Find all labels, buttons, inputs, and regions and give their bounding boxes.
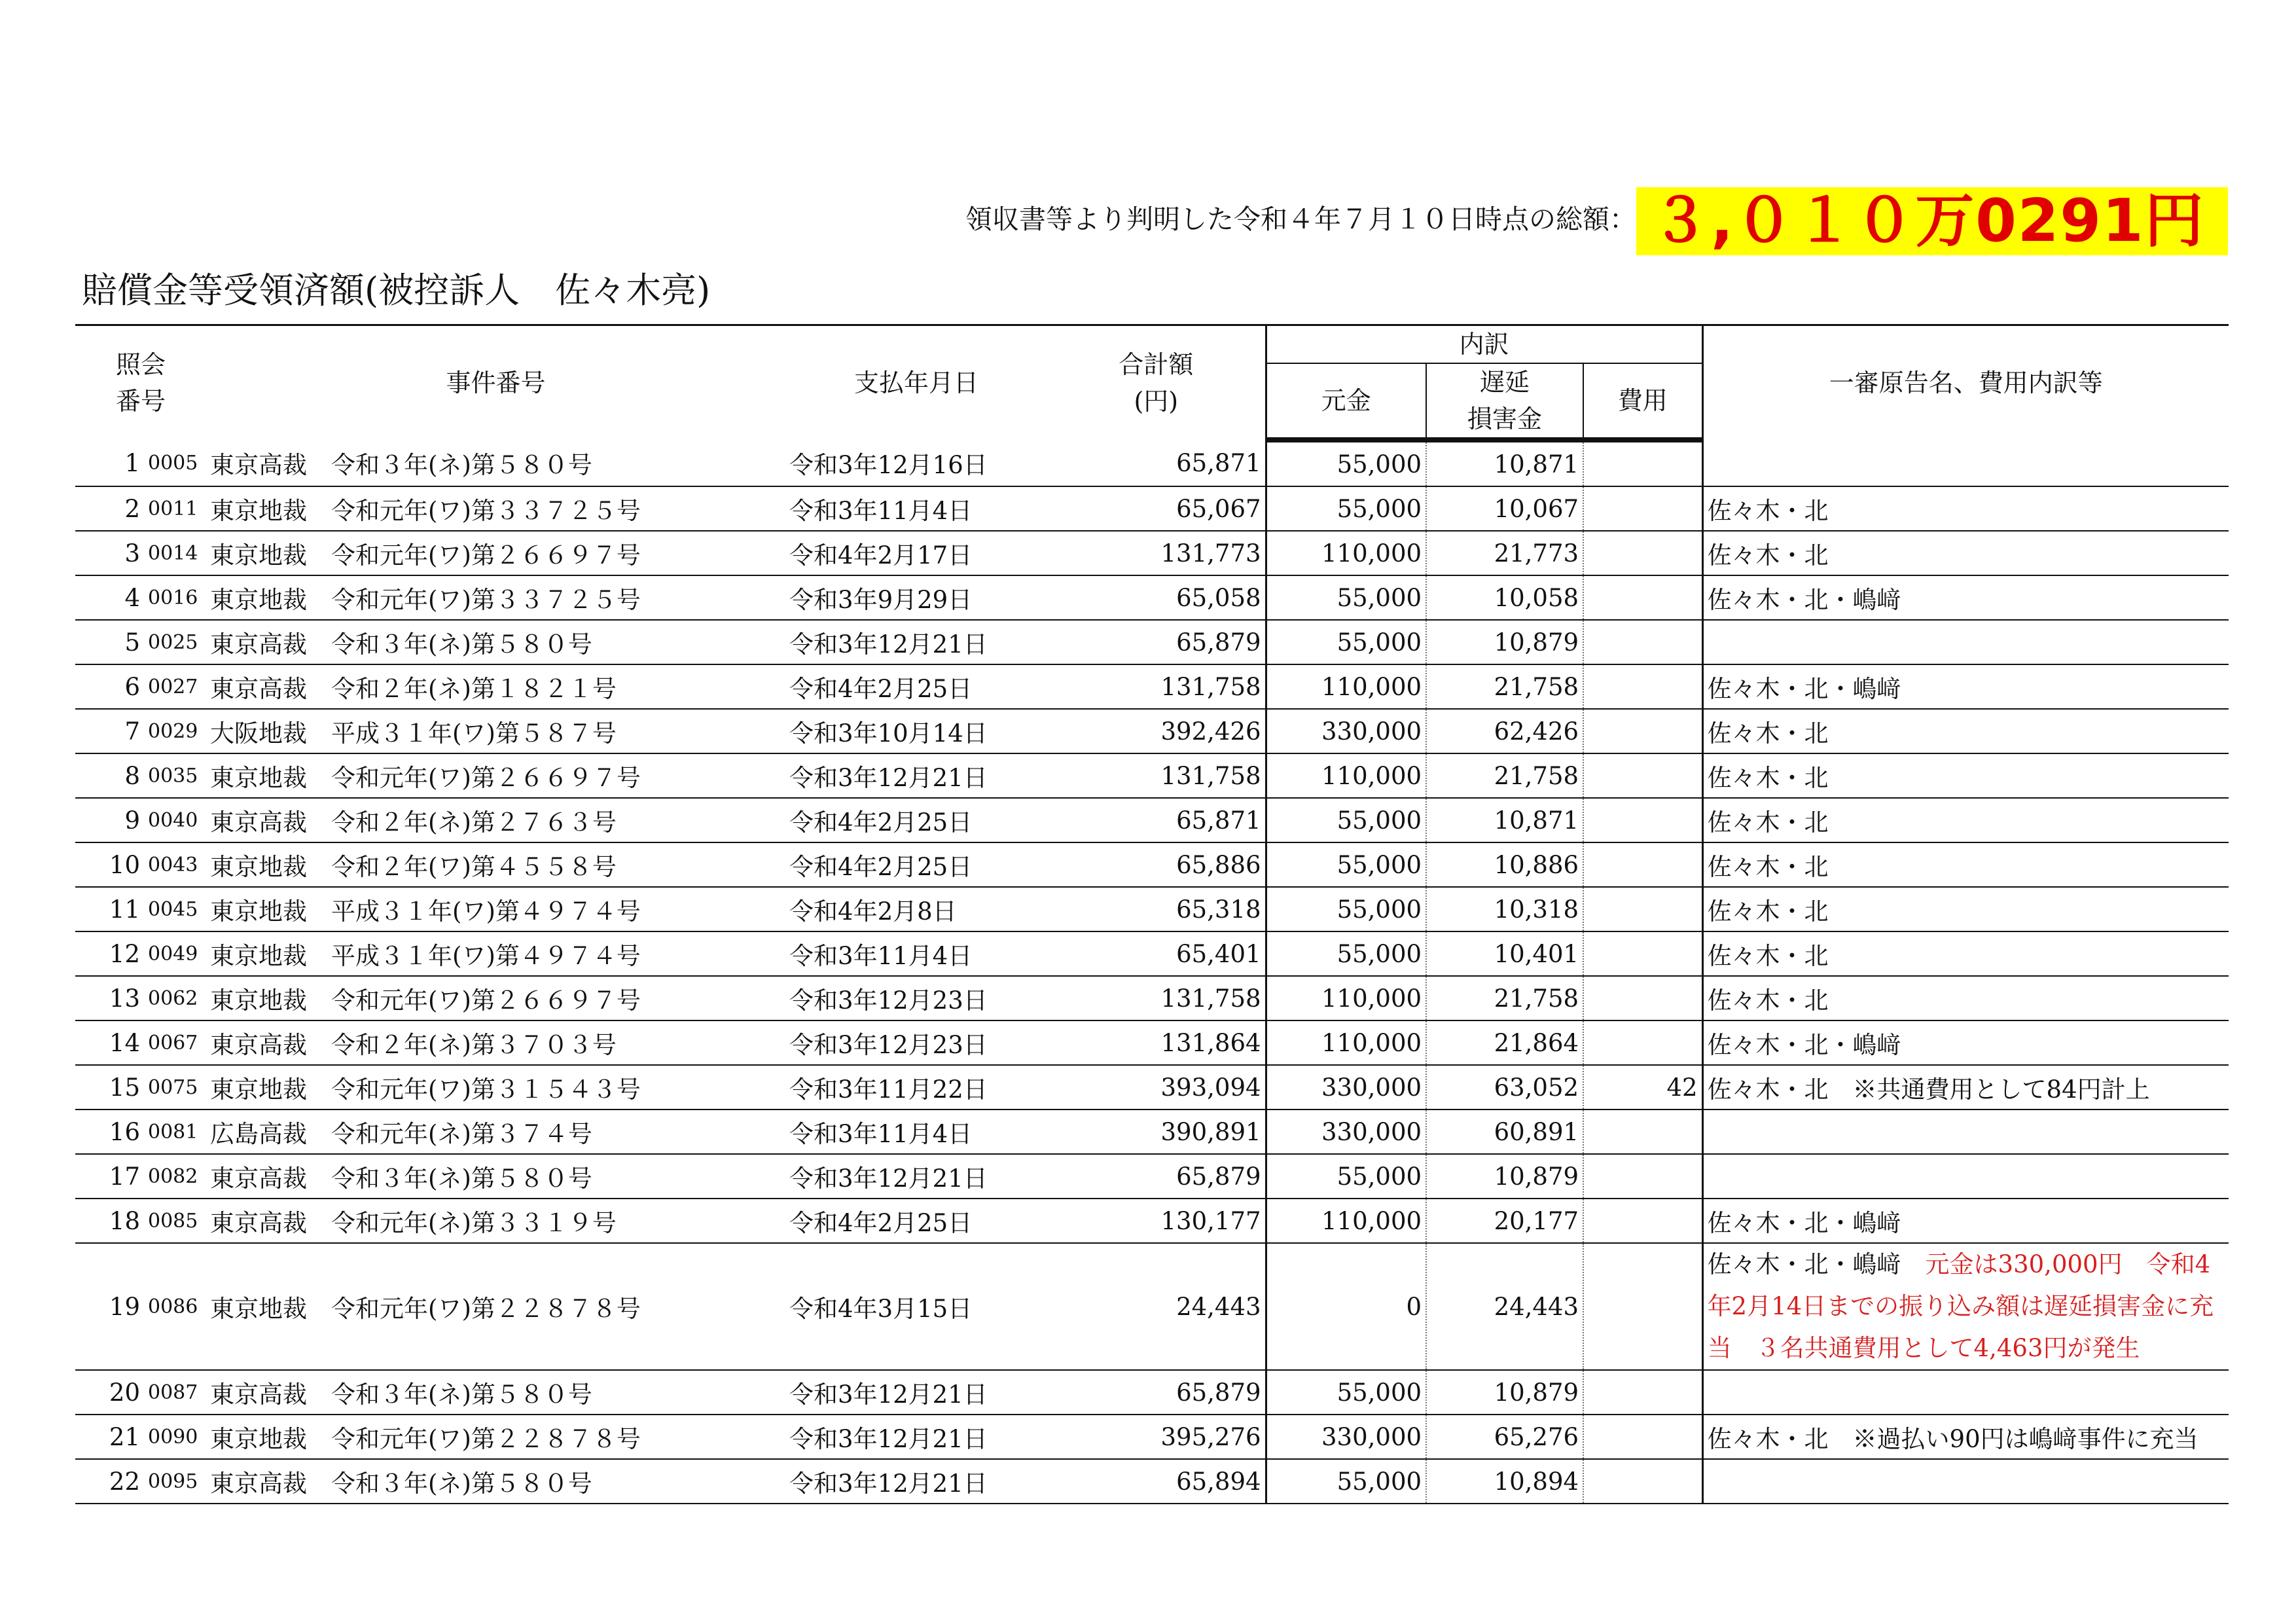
- plaintiff-names: 佐々木・北: [1707, 497, 1829, 525]
- total-amount-cell: 393,094: [1047, 1065, 1266, 1110]
- table-row: [75, 753, 2229, 798]
- delay-damages: 10,067: [1426, 486, 1583, 531]
- table-row: [75, 1154, 2229, 1199]
- payment-date: 令和4年3月15日: [785, 1243, 1047, 1370]
- case-number: 令和元年(ネ)第３３１９号: [327, 1199, 785, 1243]
- row-number: 7: [75, 709, 144, 753]
- row-number: 5: [75, 620, 144, 664]
- note-cell: [1702, 1154, 2229, 1199]
- note-remark: 元金は330,000円 令和4年2月14日までの振り込み額は遅延損害金に充当 ３名共通費用として4,463円が発生: [1707, 1250, 2214, 1362]
- fee-amount: [1583, 1199, 1702, 1243]
- row-number: 18: [75, 1199, 144, 1243]
- case-number: 令和元年(ネ)第３７４号: [327, 1110, 785, 1154]
- court-name: 東京地裁: [206, 486, 327, 531]
- payment-date: 令和3年12月21日: [785, 1415, 1047, 1459]
- header-total-line1: 合計額: [1119, 350, 1194, 379]
- principal-amount: 330,000: [1266, 1415, 1426, 1459]
- fee-amount: [1583, 1110, 1702, 1154]
- principal-amount: 55,000: [1266, 931, 1426, 976]
- fee-amount: [1583, 1020, 1702, 1065]
- court-name: 東京地裁: [206, 1065, 327, 1110]
- fee-amount: [1583, 842, 1702, 887]
- row-number: 1: [75, 440, 144, 486]
- fee-amount: [1583, 1154, 1702, 1199]
- payment-date: 令和3年11月4日: [785, 931, 1047, 976]
- table-row: [75, 1065, 2229, 1110]
- fee-amount: [1583, 753, 1702, 798]
- court-name: 東京地裁: [206, 887, 327, 931]
- delay-damages: 62,426: [1426, 709, 1583, 753]
- reference-number: 0014: [144, 531, 206, 575]
- fee-amount: [1583, 931, 1702, 976]
- fee-amount: [1583, 1459, 1702, 1504]
- principal-amount: 110,000: [1266, 531, 1426, 575]
- delay-damages: 60,891: [1426, 1110, 1583, 1154]
- case-number: 令和３年(ネ)第５８０号: [327, 1370, 785, 1415]
- principal-amount: 55,000: [1266, 440, 1426, 486]
- payment-date: 令和3年11月4日: [785, 486, 1047, 531]
- court-name: 東京地裁: [206, 531, 327, 575]
- case-number: 令和元年(ワ)第２６６９７号: [327, 976, 785, 1020]
- row-number: 20: [75, 1370, 144, 1415]
- fee-amount: [1583, 798, 1702, 842]
- row-number: 8: [75, 753, 144, 798]
- reference-number: 0011: [144, 486, 206, 531]
- reference-number: 0087: [144, 1370, 206, 1415]
- delay-damages: 10,871: [1426, 798, 1583, 842]
- total-amount-cell: 392,426: [1047, 709, 1266, 753]
- row-number: 12: [75, 931, 144, 976]
- fee-amount: 42: [1583, 1065, 1702, 1110]
- delay-damages: 65,276: [1426, 1415, 1583, 1459]
- reference-number: 0081: [144, 1110, 206, 1154]
- table-row: [75, 709, 2229, 753]
- total-amount-cell: 130,177: [1047, 1199, 1266, 1243]
- plaintiff-names: 佐々木・北: [1707, 853, 1829, 881]
- fee-amount: [1583, 709, 1702, 753]
- payment-date: 令和3年12月21日: [785, 620, 1047, 664]
- court-name: 東京地裁: [206, 842, 327, 887]
- table-body: [75, 440, 2229, 1504]
- delay-damages: 10,871: [1426, 440, 1583, 486]
- court-name: 東京地裁: [206, 1243, 327, 1370]
- note-cell: [1702, 1020, 2229, 1065]
- payment-date: 令和3年12月23日: [785, 1020, 1047, 1065]
- plaintiff-names: 佐々木・北: [1707, 986, 1829, 1015]
- principal-amount: 55,000: [1266, 798, 1426, 842]
- table-row: [75, 1243, 2229, 1370]
- payment-date: 令和3年9月29日: [785, 575, 1047, 620]
- reference-number: 0049: [144, 931, 206, 976]
- court-name: 東京高裁: [206, 798, 327, 842]
- row-number: 9: [75, 798, 144, 842]
- case-number: 令和２年(ネ)第１８２１号: [327, 664, 785, 709]
- principal-amount: 55,000: [1266, 486, 1426, 531]
- principal-amount: 55,000: [1266, 842, 1426, 887]
- note-cell: [1702, 976, 2229, 1020]
- reference-number: 0090: [144, 1415, 206, 1459]
- total-amount-cell: 65,401: [1047, 931, 1266, 976]
- table-row: [75, 976, 2229, 1020]
- principal-amount: 330,000: [1266, 1065, 1426, 1110]
- plaintiff-names: 佐々木・北: [1707, 719, 1829, 748]
- payment-date: 令和3年12月21日: [785, 753, 1047, 798]
- delay-damages: 24,443: [1426, 1243, 1583, 1370]
- case-number: 令和３年(ネ)第５８０号: [327, 620, 785, 664]
- row-number: 13: [75, 976, 144, 1020]
- total-amount-cell: 131,758: [1047, 664, 1266, 709]
- total-amount-cell: 65,879: [1047, 1154, 1266, 1199]
- fee-amount: [1583, 531, 1702, 575]
- payment-date: 令和4年2月17日: [785, 531, 1047, 575]
- fee-amount: [1583, 486, 1702, 531]
- court-name: 東京高裁: [206, 1459, 327, 1504]
- case-number: 令和元年(ワ)第２２８７８号: [327, 1243, 785, 1370]
- principal-amount: 330,000: [1266, 709, 1426, 753]
- note-cell: [1702, 440, 2229, 486]
- delay-damages: 10,879: [1426, 1370, 1583, 1415]
- note-cell: [1702, 753, 2229, 798]
- note-cell: [1702, 842, 2229, 887]
- note-cell: [1702, 931, 2229, 976]
- note-cell: [1702, 620, 2229, 664]
- court-name: 大阪地裁: [206, 709, 327, 753]
- payment-date: 令和4年2月25日: [785, 798, 1047, 842]
- fee-amount: [1583, 664, 1702, 709]
- payment-date: 令和3年12月16日: [785, 440, 1047, 486]
- total-amount-cell: 65,879: [1047, 620, 1266, 664]
- header-fee: 費用: [1583, 363, 1702, 440]
- reference-number: 0045: [144, 887, 206, 931]
- note-cell: [1702, 887, 2229, 931]
- header-total: [1047, 325, 1266, 441]
- case-number: 令和２年(ワ)第４５５８号: [327, 842, 785, 887]
- total-amount-cell: 65,058: [1047, 575, 1266, 620]
- note-cell: [1702, 1243, 2229, 1370]
- principal-amount: 55,000: [1266, 620, 1426, 664]
- total-amount-cell: 65,318: [1047, 887, 1266, 931]
- delay-damages: 21,773: [1426, 531, 1583, 575]
- plaintiff-names: 佐々木・北: [1707, 808, 1829, 837]
- row-number: 2: [75, 486, 144, 531]
- table-row: [75, 887, 2229, 931]
- court-name: 東京高裁: [206, 664, 327, 709]
- total-amount-cell: 395,276: [1047, 1415, 1266, 1459]
- total-amount-cell: 131,758: [1047, 753, 1266, 798]
- row-number: 3: [75, 531, 144, 575]
- reference-number: 0043: [144, 842, 206, 887]
- case-number: 平成３１年(ワ)第４９７４号: [327, 887, 785, 931]
- payment-date: 令和3年12月23日: [785, 976, 1047, 1020]
- table-row: [75, 1415, 2229, 1459]
- payment-date: 令和3年11月22日: [785, 1065, 1047, 1110]
- case-number: 令和元年(ワ)第３１５４３号: [327, 1065, 785, 1110]
- note-cell: [1702, 798, 2229, 842]
- payment-date: 令和3年12月21日: [785, 1370, 1047, 1415]
- reference-number: 0029: [144, 709, 206, 753]
- delay-damages: 63,052: [1426, 1065, 1583, 1110]
- total-amount: ３,０１０万0291円: [1636, 187, 2228, 255]
- court-name: 東京高裁: [206, 1154, 327, 1199]
- payment-date: 令和3年11月4日: [785, 1110, 1047, 1154]
- payment-date: 令和4年2月25日: [785, 1199, 1047, 1243]
- court-name: 東京高裁: [206, 440, 327, 486]
- plaintiff-names: 佐々木・北・嶋﨑: [1707, 1209, 1901, 1237]
- note-cell: [1702, 1199, 2229, 1243]
- court-name: 東京高裁: [206, 620, 327, 664]
- total-amount-cell: 65,871: [1047, 798, 1266, 842]
- header-delay: [1426, 363, 1583, 440]
- note-cell: [1702, 531, 2229, 575]
- note-cell: [1702, 1370, 2229, 1415]
- reference-number: 0040: [144, 798, 206, 842]
- table-row: [75, 798, 2229, 842]
- reference-number: 0062: [144, 976, 206, 1020]
- row-number: 14: [75, 1020, 144, 1065]
- table-row: [75, 620, 2229, 664]
- payment-date: 令和4年2月25日: [785, 664, 1047, 709]
- delay-damages: 10,058: [1426, 575, 1583, 620]
- fee-amount: [1583, 575, 1702, 620]
- delay-damages: 10,879: [1426, 620, 1583, 664]
- plaintiff-names: 佐々木・北・嶋﨑: [1707, 1031, 1901, 1059]
- plaintiff-names: 佐々木・北: [1707, 541, 1829, 569]
- row-number: 10: [75, 842, 144, 887]
- case-number: 令和３年(ネ)第５８０号: [327, 440, 785, 486]
- note-cell: [1702, 1065, 2229, 1110]
- delay-damages: 10,894: [1426, 1459, 1583, 1504]
- reference-number: 0005: [144, 440, 206, 486]
- total-label: 領収書等より判明した令和４年７月１０日時点の総額：: [965, 204, 1636, 235]
- header-total-line2: (円): [1134, 387, 1179, 416]
- principal-amount: 55,000: [1266, 1459, 1426, 1504]
- court-name: 東京地裁: [206, 1415, 327, 1459]
- court-name: 東京高裁: [206, 1199, 327, 1243]
- reference-number: 0095: [144, 1459, 206, 1504]
- plaintiff-names: 佐々木・北: [1707, 764, 1829, 792]
- payment-date: 令和3年12月21日: [785, 1459, 1047, 1504]
- note-cell: [1702, 664, 2229, 709]
- court-name: 東京地裁: [206, 575, 327, 620]
- principal-amount: 55,000: [1266, 575, 1426, 620]
- fee-amount: [1583, 1243, 1702, 1370]
- reference-number: 0025: [144, 620, 206, 664]
- fee-amount: [1583, 976, 1702, 1020]
- court-name: 東京高裁: [206, 1370, 327, 1415]
- principal-amount: 110,000: [1266, 664, 1426, 709]
- reference-number: 0035: [144, 753, 206, 798]
- case-number: 令和元年(ワ)第３３７２５号: [327, 486, 785, 531]
- total-amount-cell: 65,067: [1047, 486, 1266, 531]
- table-row: [75, 1110, 2229, 1154]
- header-ref-line1: 照会: [116, 350, 166, 379]
- payment-date: 令和3年12月21日: [785, 1154, 1047, 1199]
- delay-damages: 21,758: [1426, 664, 1583, 709]
- reference-number: 0075: [144, 1065, 206, 1110]
- header-breakdown: 内訳: [1266, 325, 1702, 364]
- row-number: 19: [75, 1243, 144, 1370]
- table-row: [75, 1199, 2229, 1243]
- table-row: [75, 486, 2229, 531]
- table-row: [75, 575, 2229, 620]
- row-number: 11: [75, 887, 144, 931]
- plaintiff-names: 佐々木・北: [1707, 897, 1829, 926]
- note-cell: [1702, 709, 2229, 753]
- case-number: 令和元年(ワ)第２６６９７号: [327, 531, 785, 575]
- plaintiff-names: 佐々木・北: [1707, 942, 1829, 970]
- case-number: 令和２年(ネ)第２７６３号: [327, 798, 785, 842]
- total-amount-cell: 65,871: [1047, 440, 1266, 486]
- header-delay-line1: 遅延: [1480, 368, 1530, 397]
- header-principal: 元金: [1266, 363, 1426, 440]
- principal-amount: 0: [1266, 1243, 1426, 1370]
- total-amount-cell: 131,773: [1047, 531, 1266, 575]
- delay-damages: 10,886: [1426, 842, 1583, 887]
- row-number: 16: [75, 1110, 144, 1154]
- note-cell: [1702, 1110, 2229, 1154]
- table-row: [75, 531, 2229, 575]
- principal-amount: 110,000: [1266, 976, 1426, 1020]
- principal-amount: 55,000: [1266, 1370, 1426, 1415]
- case-number: 平成３１年(ワ)第５８７号: [327, 709, 785, 753]
- delay-damages: 21,758: [1426, 976, 1583, 1020]
- plaintiff-names: 佐々木・北・嶋﨑: [1707, 586, 1901, 614]
- total-amount-cell: 65,879: [1047, 1370, 1266, 1415]
- case-number: 令和２年(ネ)第３７０３号: [327, 1020, 785, 1065]
- principal-amount: 330,000: [1266, 1110, 1426, 1154]
- delay-damages: 21,758: [1426, 753, 1583, 798]
- fee-amount: [1583, 620, 1702, 664]
- header-row-1: [75, 325, 2229, 364]
- plaintiff-names: 佐々木・北・嶋﨑: [1707, 675, 1901, 703]
- case-number: 令和元年(ワ)第３３７２５号: [327, 575, 785, 620]
- row-number: 15: [75, 1065, 144, 1110]
- case-number: 令和元年(ワ)第２６６９７号: [327, 753, 785, 798]
- fee-amount: [1583, 887, 1702, 931]
- court-name: 広島高裁: [206, 1110, 327, 1154]
- fee-amount: [1583, 1370, 1702, 1415]
- total-amount-cell: 24,443: [1047, 1243, 1266, 1370]
- note-cell: [1702, 1415, 2229, 1459]
- header-case: 事件番号: [206, 325, 785, 441]
- fee-amount: [1583, 1415, 1702, 1459]
- reference-number: 0016: [144, 575, 206, 620]
- principal-amount: 55,000: [1266, 1154, 1426, 1199]
- case-number: 令和３年(ネ)第５８０号: [327, 1154, 785, 1199]
- reference-number: 0067: [144, 1020, 206, 1065]
- total-amount-cell: 390,891: [1047, 1110, 1266, 1154]
- principal-amount: 110,000: [1266, 1020, 1426, 1065]
- principal-amount: 55,000: [1266, 887, 1426, 931]
- delay-damages: 20,177: [1426, 1199, 1583, 1243]
- header-ref-line2: 番号: [116, 387, 166, 416]
- total-amount-cell: 65,886: [1047, 842, 1266, 887]
- row-number: 4: [75, 575, 144, 620]
- total-amount-cell: 131,758: [1047, 976, 1266, 1020]
- delay-damages: 10,401: [1426, 931, 1583, 976]
- payment-date: 令和4年2月8日: [785, 887, 1047, 931]
- court-name: 東京地裁: [206, 976, 327, 1020]
- note-cell: [1702, 1459, 2229, 1504]
- plaintiff-names: 佐々木・北・嶋﨑: [1707, 1250, 1901, 1278]
- court-name: 東京地裁: [206, 931, 327, 976]
- reference-number: 0027: [144, 664, 206, 709]
- payment-date: 令和3年10月14日: [785, 709, 1047, 753]
- fee-amount: [1583, 440, 1702, 486]
- total-amount-cell: 65,894: [1047, 1459, 1266, 1504]
- note-cell: [1702, 575, 2229, 620]
- page-title: 賠償金等受領済額(被控訴人 佐々木亮): [82, 270, 711, 311]
- case-number: 令和３年(ネ)第５８０号: [327, 1459, 785, 1504]
- row-number: 21: [75, 1415, 144, 1459]
- note-cell: [1702, 486, 2229, 531]
- table-row: [75, 1020, 2229, 1065]
- header-date: 支払年月日: [785, 325, 1047, 441]
- row-number: 22: [75, 1459, 144, 1504]
- delay-damages: 10,879: [1426, 1154, 1583, 1199]
- table-row: [75, 842, 2229, 887]
- delay-damages: 10,318: [1426, 887, 1583, 931]
- delay-damages: 21,864: [1426, 1020, 1583, 1065]
- row-number: 17: [75, 1154, 144, 1199]
- header-note: 一審原告名、費用内訳等: [1702, 325, 2229, 441]
- plaintiff-names: 佐々木・北 ※共通費用として84円計上: [1707, 1075, 2150, 1104]
- table-row: [75, 1459, 2229, 1504]
- reference-number: 0085: [144, 1199, 206, 1243]
- case-number: 平成３１年(ワ)第４９７４号: [327, 931, 785, 976]
- row-number: 6: [75, 664, 144, 709]
- court-name: 東京高裁: [206, 1020, 327, 1065]
- reference-number: 0086: [144, 1243, 206, 1370]
- table-row: [75, 440, 2229, 486]
- header-ref: [75, 325, 206, 441]
- court-name: 東京地裁: [206, 753, 327, 798]
- table-row: [75, 1370, 2229, 1415]
- reference-number: 0082: [144, 1154, 206, 1199]
- principal-amount: 110,000: [1266, 1199, 1426, 1243]
- principal-amount: 110,000: [1266, 753, 1426, 798]
- payment-table: [75, 324, 2229, 1504]
- plaintiff-names: 佐々木・北 ※過払い90円は嶋﨑事件に充当: [1707, 1425, 2198, 1453]
- case-number: 令和元年(ワ)第２２８７８号: [327, 1415, 785, 1459]
- table-row: [75, 664, 2229, 709]
- table-row: [75, 931, 2229, 976]
- payment-date: 令和4年2月25日: [785, 842, 1047, 887]
- header-delay-line2: 損害金: [1467, 405, 1543, 433]
- total-amount-cell: 131,864: [1047, 1020, 1266, 1065]
